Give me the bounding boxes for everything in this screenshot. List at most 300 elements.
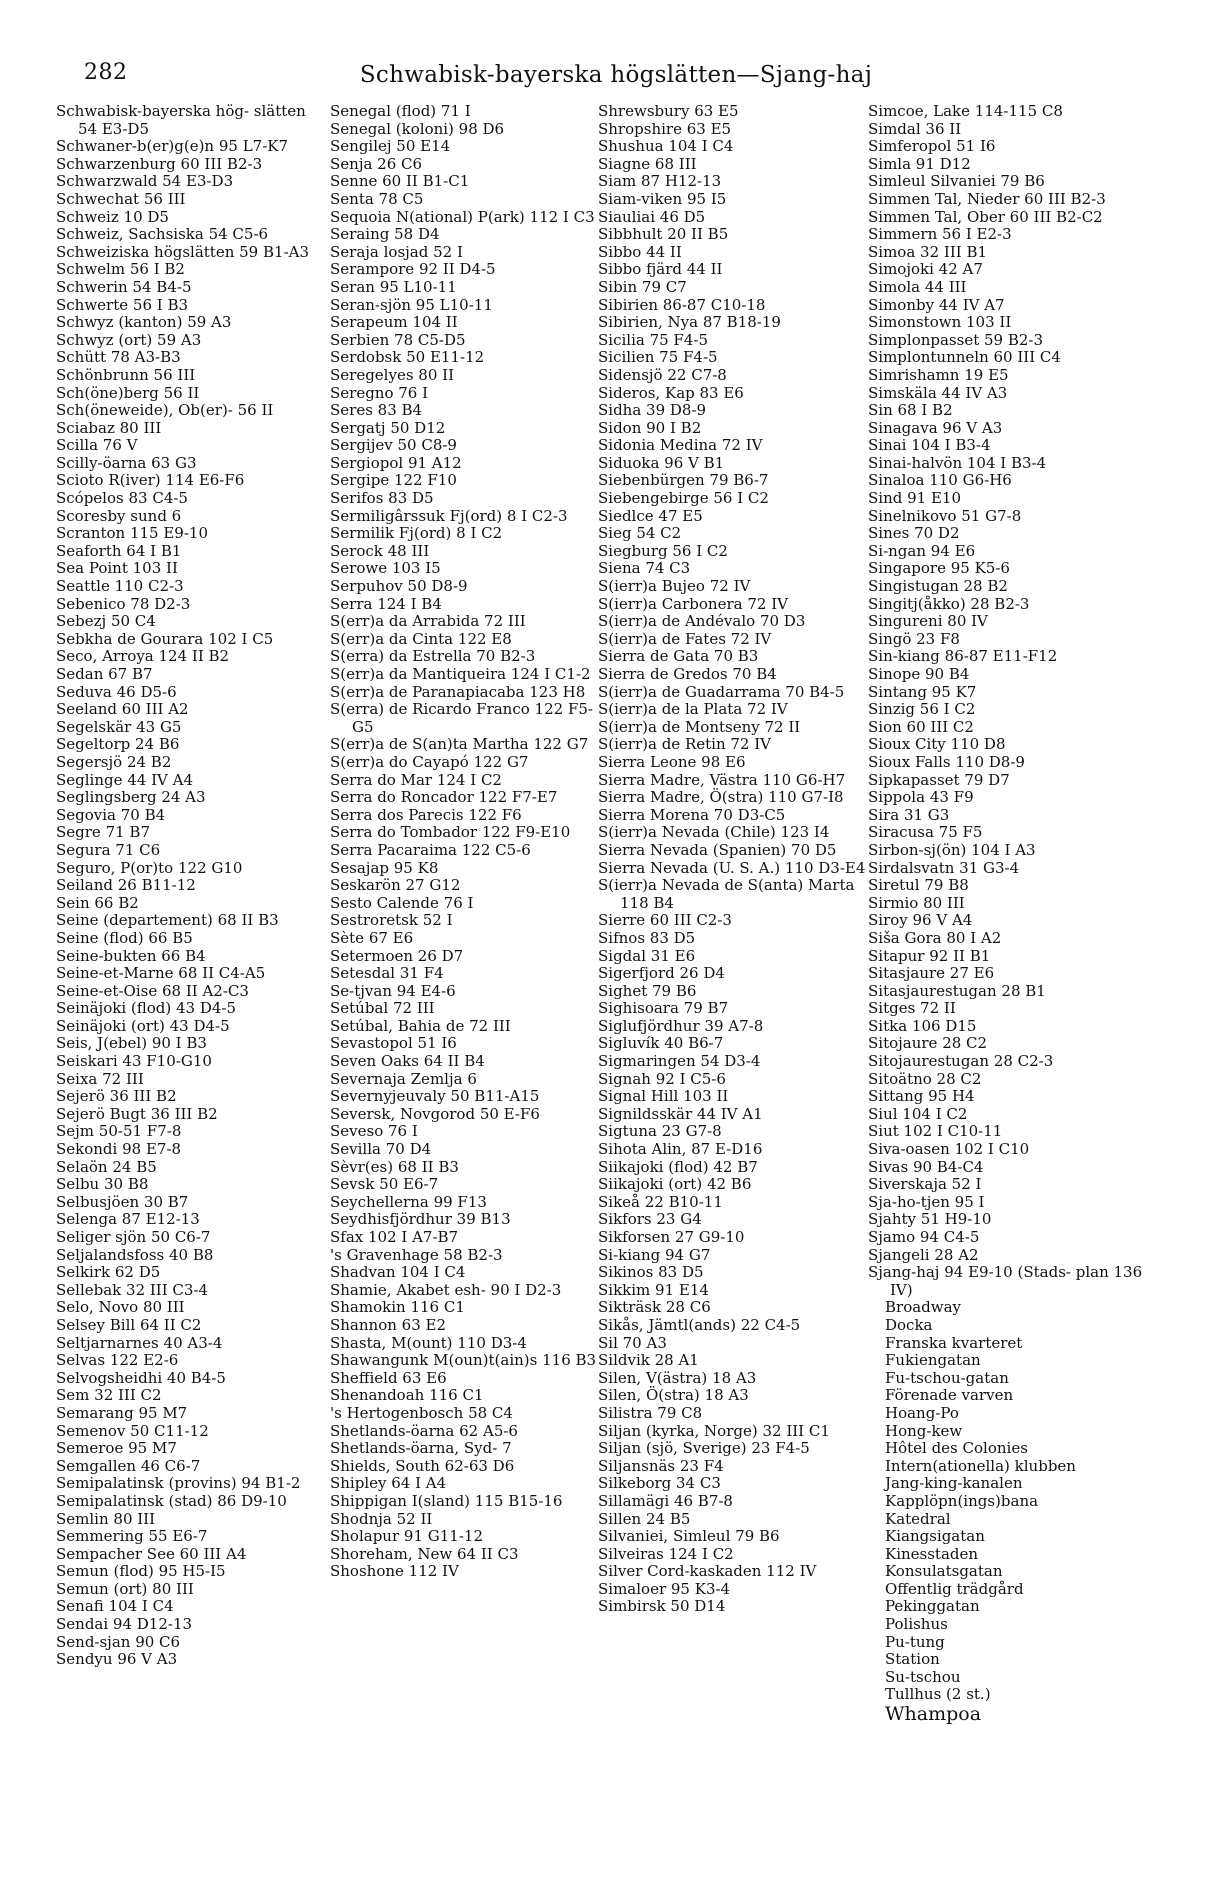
index-entry: Serra do Mar 124 I C2	[330, 770, 502, 789]
index-entry: Sch(öneweide), Ob(er)- 56 II	[56, 401, 274, 420]
index-entry: Sillamägi 46 B7-8	[598, 1491, 733, 1510]
index-entry: Sem 32 III C2	[56, 1386, 162, 1405]
index-entry: Sitasjaurestugan 28 B1	[868, 981, 1046, 1000]
index-entry: Sendai 94 D12-13	[56, 1615, 193, 1634]
index-entry: S(err)a da Arrabida 72 III	[330, 612, 526, 631]
index-subentry: Broadway	[885, 1298, 962, 1317]
index-entry: Seregno 76 I	[330, 383, 429, 402]
index-entry: Selbu 30 B8	[56, 1175, 149, 1194]
index-entry: Sejerö 36 III B2	[56, 1087, 177, 1106]
index-entry: Siva-oasen 102 I C10	[868, 1140, 1030, 1159]
index-subentry: Katedral	[885, 1509, 951, 1528]
index-entry: Semlin 80 III	[56, 1509, 156, 1528]
index-entry: Senne 60 II B1-C1	[330, 172, 470, 191]
index-entry: Serra dos Parecis 122 F6	[330, 805, 522, 824]
index-entry: Serra 124 I B4	[330, 594, 442, 613]
index-entry: Sioux City 110 D8	[868, 735, 1006, 754]
index-entry: Siracusa 75 F5	[868, 823, 983, 842]
index-entry: Simplontunneln 60 III C4	[868, 348, 1061, 367]
index-entry: Schwarzwald 54 E3-D3	[56, 172, 234, 191]
index-entry: Shannon 63 E2	[330, 1315, 447, 1334]
index-entry: Schütt 78 A3-B3	[56, 348, 181, 367]
index-entry: Sebezj 50 C4	[56, 612, 156, 631]
index-entry: Sirbon-sj(ön) 104 I A3	[868, 840, 1036, 859]
index-entry: Serifos 83 D5	[330, 489, 434, 508]
index-entry: Sikås, Jämtl(ands) 22 C4-5	[598, 1315, 801, 1334]
index-entry: Siam-viken 95 I5	[598, 189, 727, 208]
index-entry: Sjangeli 28 A2	[868, 1245, 979, 1264]
index-entry: Sitoätno 28 C2	[868, 1069, 982, 1088]
index-entry: Sikträsk 28 C6	[598, 1298, 711, 1317]
index-entry: Sidha 39 D8-9	[598, 401, 707, 420]
index-entry: Simaloer 95 K3-4	[598, 1579, 731, 1598]
index-entry: Sergiopol 91 A12	[330, 453, 462, 472]
index-entry: Sempacher See 60 III A4	[56, 1544, 247, 1563]
index-entry: S(erra) de Ricardo Franco 122 F5-G5	[330, 700, 593, 736]
index-entry: Sierra de Gredos 70 B4	[598, 665, 777, 683]
running-title: Schwabisk-bayerska högslätten—Sjang-haj	[359, 62, 873, 88]
index-entry: Sinelnikovo 51 G7-8	[868, 506, 1022, 525]
index-entry: Severnyjeuvaly 50 B11-A15	[330, 1087, 540, 1106]
index-entry: Siikajoki (ort) 42 B6	[598, 1175, 752, 1194]
index-subentry: Polishus	[885, 1615, 948, 1634]
index-entry: Seychellerna 99 F13	[330, 1192, 487, 1211]
index-entry: Shushua 104 I C4	[598, 137, 734, 156]
index-entry: Segeltorp 24 B6	[56, 735, 180, 754]
index-entry: Serpuhov 50 D8-9	[330, 577, 468, 596]
index-entry: Semgallen 46 C6-7	[56, 1456, 201, 1475]
index-entry: Semeroe 95 M7	[56, 1439, 177, 1458]
index-entry: Sihota Alin, 87 E-D16	[598, 1140, 763, 1159]
index-subentry: Kapplöpn(ings)bana	[885, 1491, 1039, 1510]
index-column-1	[56, 103, 326, 1669]
index-entry: Sitojaure 28 C2	[868, 1034, 988, 1053]
index-entry: Siljan (sjö, Sverige) 23 F4-5	[598, 1439, 810, 1458]
index-entry: Sermilik Fj(ord) 8 I C2	[330, 524, 503, 543]
index-subentry: Förenade varven	[885, 1386, 1014, 1405]
index-entry: Simmern 56 I E2-3	[868, 225, 1012, 244]
index-entry: Sestroretsk 52 I	[330, 911, 453, 930]
index-entry: Silkeborg 34 C3	[598, 1474, 721, 1493]
index-entry: Seran 95 L10-11	[330, 277, 457, 296]
index-entry: Seguro, P(or)to 122 G10	[56, 858, 243, 877]
index-entry: Sittang 95 H4	[868, 1087, 975, 1106]
index-entry: Sibbo fjärd 44 II	[598, 260, 723, 279]
index-entry: Selo, Novo 80 III	[56, 1298, 185, 1317]
index-entry: S(err)a de Paranapiacaba 123 H8	[330, 682, 586, 701]
index-entry: Silistra 79 C8	[598, 1403, 703, 1422]
index-entry: Simleul Silvaniei 79 B6	[868, 172, 1045, 191]
index-entry: Sierra Madre, Västra 110 G6-H7	[598, 770, 846, 789]
index-entry: Serra do Tombador 122 F9-E10	[330, 823, 571, 842]
index-entry: Sidensjö 22 C7-8	[598, 365, 727, 384]
index-entry: Sicilien 75 F4-5	[598, 348, 718, 367]
index-entry: Sivas 90 B4-C4	[868, 1157, 984, 1176]
index-entry: Silen, Ö(stra) 18 A3	[598, 1386, 749, 1405]
index-entry: Seinäjoki (ort) 43 D4-5	[56, 1016, 230, 1035]
index-entry: Sch(öne)berg 56 II	[56, 383, 200, 402]
index-entry: Silveiras 124 I C2	[598, 1544, 734, 1563]
index-subentry: Su-tschou	[885, 1667, 961, 1686]
index-entry: Sillen 24 B5	[598, 1509, 691, 1528]
index-entry: Sinai 104 I B3-4	[868, 436, 991, 455]
index-entry: Schwabisk-bayerska hög- slätten 54 E3-D5	[56, 102, 306, 138]
index-entry: Setesdal 31 F4	[330, 964, 444, 983]
index-entry: Serdobsk 50 E11-12	[330, 348, 485, 367]
index-entry: Sin-kiang 86-87 E11-F12	[868, 647, 1058, 666]
index-entry: Selenga 87 E12-13	[56, 1210, 200, 1229]
index-entry: Simbirsk 50 D14	[598, 1597, 726, 1616]
index-entry: Seiland 26 B11-12	[56, 876, 196, 895]
index-entry: Sirdalsvatn 31 G3-4	[868, 858, 1020, 877]
index-entry: S(ierr)a de Fates 72 IV	[598, 629, 772, 648]
index-entry: Sifnos 83 D5	[598, 928, 696, 947]
index-entry: Serock 48 III	[330, 541, 430, 560]
index-entry: Shenandoah 116 C1	[330, 1386, 484, 1405]
index-entry: Sibirien, Nya 87 B18-19	[598, 313, 781, 332]
index-subentry: Docka	[885, 1315, 933, 1334]
index-entry: Sierra Madre, Ö(stra) 110 G7-I8	[598, 788, 844, 807]
index-entry: Sierra Nevada (U. S. A.) 110 D3-E4	[598, 858, 866, 877]
index-entry: Sippola 43 F9	[868, 788, 974, 807]
index-entry: Seran-sjön 95 L10-11	[330, 295, 493, 314]
index-entry: Sipkapasset 79 D7	[868, 770, 1010, 789]
index-entry: Signildsskär 44 IV A1	[598, 1104, 763, 1123]
index-subentry: Jang-king-kanalen	[885, 1474, 1023, 1493]
index-entry: S(ierr)a Bujeo 72 IV	[598, 577, 751, 596]
index-entry: Serampore 92 II D4-5	[330, 260, 496, 279]
index-entry: Sja-ho-tjen 95 I	[868, 1192, 985, 1211]
index-entry: Segersjö 24 B2	[56, 752, 172, 771]
index-entry: Sibbo 44 II	[598, 242, 682, 261]
index-entry: Sideros, Kap 83 E6	[598, 383, 744, 402]
index-entry: Siagne 68 III	[598, 154, 697, 173]
index-entry: Simoa 32 III B1	[868, 242, 988, 261]
index-entry: Schönbrunn 56 III	[56, 365, 196, 384]
index-entry: Siverskaja 52 I	[868, 1175, 982, 1194]
index-entry: Simrishamn 19 E5	[868, 365, 1009, 384]
index-entry: Segura 71 C6	[56, 840, 161, 859]
index-entry: Seduva 46 D5-6	[56, 682, 177, 701]
index-entry: Sesto Calende 76 I	[330, 893, 474, 912]
index-subentry: Fu-tschou-gatan	[885, 1368, 1009, 1387]
index-entry: Sinzig 56 I C2	[868, 700, 976, 719]
index-entry: Shrewsbury 63 E5	[598, 102, 739, 120]
index-entry: Seraing 58 D4	[330, 225, 440, 244]
index-entry: Sigtuna 23 G7-8	[598, 1122, 722, 1141]
index-entry: Segelskär 43 G5	[56, 717, 182, 736]
index-entry: Sikfors 23 G4	[598, 1210, 702, 1229]
index-entry: Severnaja Zemlja 6	[330, 1069, 477, 1088]
index-entry: Sète 67 E6	[330, 928, 414, 947]
index-entry: Siebenbürgen 79 B6-7	[598, 471, 769, 490]
index-entry: Sekondi 98 E7-8	[56, 1140, 182, 1159]
index-entry: Simmen Tal, Nieder 60 III B2-3	[868, 189, 1106, 208]
index-entry: Seaforth 64 I B1	[56, 541, 182, 560]
index-entry: Siroy 96 V A4	[868, 911, 973, 930]
index-entry: Siut 102 I C10-11	[868, 1122, 1003, 1141]
index-entry: Shetlands-öarna 62 A5-6	[330, 1421, 518, 1440]
index-subentry: Station	[885, 1650, 940, 1669]
index-entry: Shoreham, New 64 II C3	[330, 1544, 519, 1563]
index-entry: Semun (flod) 95 H5-I5	[56, 1562, 226, 1581]
index-entry: Seven Oaks 64 II B4	[330, 1052, 485, 1071]
index-entry: Serowe 103 I5	[330, 559, 441, 578]
index-entry: Sfax 102 I A7-B7	[330, 1228, 459, 1246]
page-number: 282	[84, 60, 128, 85]
index-entry: Sitasjaure 27 E6	[868, 964, 995, 983]
index-entry: Seveso 76 I	[330, 1122, 418, 1141]
index-entry: Sinai-halvön 104 I B3-4	[868, 453, 1047, 472]
index-entry: Siam 87 H12-13	[598, 172, 722, 191]
index-entry: Sinagava 96 V A3	[868, 418, 1003, 437]
index-entry: S(ierr)a Nevada de S(anta) Marta 118 B4	[598, 876, 855, 912]
index-entry: Simojoki 42 A7	[868, 260, 983, 279]
index-entry: Seliger sjön 50 C6-7	[56, 1228, 211, 1246]
index-entry: Seine-et-Marne 68 II C4-A5	[56, 964, 266, 983]
index-entry: Shodnja 52 II	[330, 1509, 433, 1528]
index-entry: Siedlce 47 E5	[598, 506, 703, 525]
index-entry: Schwaner-b(er)g(e)n 95 L7-K7	[56, 137, 289, 156]
index-entry: Segovia 70 B4	[56, 805, 166, 824]
index-subentry: Konsulatsgatan	[885, 1562, 1003, 1581]
index-entry: Sitojaurestugan 28 C2-3	[868, 1052, 1054, 1071]
index-entry: Sejerö Bugt 36 III B2	[56, 1104, 218, 1123]
index-entry: Sigerfjord 26 D4	[598, 964, 725, 983]
index-entry: Scoresby sund 6	[56, 506, 182, 525]
index-entry: Sin 68 I B2	[868, 401, 953, 420]
index-entry: Siša Gora 80 I A2	[868, 928, 1002, 947]
index-entry: Sellebak 32 III C3-4	[56, 1280, 209, 1299]
index-entry: Sierra Leone 98 E6	[598, 752, 746, 771]
index-entry: S(ierr)a Carbonera 72 IV	[598, 594, 788, 613]
index-entry: Signal Hill 103 II	[598, 1087, 729, 1106]
index-entry: S(ierr)a de Retin 72 IV	[598, 735, 771, 754]
index-entry: Schwelm 56 I B2	[56, 260, 185, 279]
index-entry: Simmen Tal, Ober 60 III B2-C2	[868, 207, 1103, 226]
index-entry: Sind 91 E10	[868, 489, 961, 508]
index-entry: Seco, Arroya 124 II B2	[56, 647, 230, 666]
index-entry: Seixa 72 III	[56, 1069, 144, 1088]
index-entry: Shawangunk M(oun)t(ain)s 116 B3	[330, 1351, 597, 1370]
index-entry: Sedan 67 B7	[56, 665, 153, 683]
index-entry: Seeland 60 III A2	[56, 700, 189, 719]
index-entry: Siduoka 96 V B1	[598, 453, 725, 472]
index-entry: Seglinge 44 IV A4	[56, 770, 194, 789]
index-entry: S(err)a da Mantiqueira 124 I C1-2	[330, 665, 591, 683]
index-entry: Shields, South 62-63 D6	[330, 1456, 515, 1475]
index-entry: Senta 78 C5	[330, 189, 424, 208]
index-entry: Sidonia Medina 72 IV	[598, 436, 763, 455]
index-entry: Sidon 90 I B2	[598, 418, 702, 437]
index-entry: Serra Pacaraima 122 C5-6	[330, 840, 531, 859]
index-entry: Seattle 110 C2-3	[56, 577, 184, 596]
index-entry: Semmering 55 E6-7	[56, 1527, 208, 1546]
index-entry: Seskarön 27 G12	[330, 876, 461, 895]
index-entry: Shadvan 104 I C4	[330, 1263, 466, 1282]
index-entry: Silen, V(ästra) 18 A3	[598, 1368, 757, 1387]
index-entry: Shamie, Akabet esh- 90 I D2-3	[330, 1280, 562, 1299]
index-entry: Seljalandsfoss 40 B8	[56, 1245, 214, 1264]
index-entry: Scilla 76 V	[56, 436, 138, 455]
index-entry: Singitj(åkko) 28 B2-3	[868, 594, 1030, 613]
index-entry: Selkirk 62 D5	[56, 1263, 161, 1282]
index-entry: Singö 23 F8	[868, 629, 960, 648]
index-entry: Simferopol 51 I6	[868, 137, 996, 156]
index-entry: Setúbal, Bahia de 72 III	[330, 1016, 511, 1035]
index-entry: Silvaniei, Simleul 79 B6	[598, 1527, 780, 1546]
index-entry: Sergatj 50 D12	[330, 418, 446, 437]
index-entry: Seine-bukten 66 B4	[56, 946, 206, 965]
index-entry: Sinope 90 B4	[868, 665, 970, 683]
index-entry: Sieg 54 C2	[598, 524, 682, 543]
index-entry: Sierra de Gata 70 B3	[598, 647, 759, 666]
index-entry: Shoshone 112 IV	[330, 1562, 459, 1581]
index-entry: S(erra) da Estrella 70 B2-3	[330, 647, 536, 666]
index-entry: Seydhisfjördhur 39 B13	[330, 1210, 511, 1229]
index-column-3	[598, 103, 870, 1616]
index-entry: Segre 71 B7	[56, 823, 150, 842]
index-entry: Siegburg 56 I C2	[598, 541, 728, 560]
index-entry: Si-kiang 94 G7	[598, 1245, 711, 1264]
index-entry: Schweiz 10 D5	[56, 207, 169, 226]
index-entry: Siikajoki (flod) 42 B7	[598, 1157, 758, 1176]
index-entry: Siul 104 I C2	[868, 1104, 968, 1123]
index-entry: Seine (departement) 68 II B3	[56, 911, 279, 930]
index-entry: Simonby 44 IV A7	[868, 295, 1005, 314]
index-entry: Shetlands-öarna, Syd- 7	[330, 1439, 512, 1458]
index-entry: Serra do Roncador 122 F7-E7	[330, 788, 558, 807]
index-entry: Simonstown 103 II	[868, 313, 1012, 332]
index-columns	[0, 103, 1232, 1883]
index-entry: Semenov 50 C11-12	[56, 1421, 209, 1440]
index-entry: Siauliai 46 D5	[598, 207, 706, 226]
index-entry: Simola 44 III	[868, 277, 967, 296]
index-entry: Seine (flod) 66 B5	[56, 928, 193, 947]
index-entry: Seglingsberg 24 A3	[56, 788, 206, 807]
index-entry: Sengilej 50 E14	[330, 137, 451, 156]
index-entry: Schwerin 54 B4-5	[56, 277, 192, 296]
index-subentry: Franska kvarteret	[885, 1333, 1023, 1352]
index-entry: Sitges 72 II	[868, 999, 956, 1018]
index-entry: Sigmaringen 54 D3-4	[598, 1052, 761, 1071]
index-entry: Sciabaz 80 III	[56, 418, 162, 437]
index-entry: Senja 26 C6	[330, 154, 423, 173]
index-entry: Seis, J(ebel) 90 I B3	[56, 1034, 207, 1053]
index-entry: Sitapur 92 II B1	[868, 946, 991, 965]
index-entry: Sevsk 50 E6-7	[330, 1175, 439, 1194]
index-entry: Serapeum 104 II	[330, 313, 458, 332]
index-subentry: Tullhus (2 st.)	[885, 1685, 991, 1704]
index-entry: Senegal (koloni) 98 D6	[330, 119, 505, 138]
index-entry: Si-ngan 94 E6	[868, 541, 976, 560]
index-entry: Sejm 50-51 F7-8	[56, 1122, 182, 1141]
index-entry: Scópelos 83 C4-5	[56, 489, 188, 508]
index-entry: Seres 83 B4	[330, 401, 423, 420]
index-entry: Sines 70 D2	[868, 524, 960, 543]
index-entry: Simla 91 D12	[868, 154, 971, 173]
index-subentry: Hong-kew	[885, 1421, 963, 1440]
index-entry: Schwyz (kanton) 59 A3	[56, 313, 232, 332]
index-entry: Sergijev 50 C8-9	[330, 436, 457, 455]
index-entry: S(ierr)a de Guadarrama 70 B4-5	[598, 682, 845, 701]
index-entry: Sitka 106 D15	[868, 1016, 977, 1035]
index-entry: Sighet 79 B6	[598, 981, 697, 1000]
index-entry: Seinäjoki (flod) 43 D4-5	[56, 999, 237, 1018]
index-entry: Seine-et-Oise 68 II A2-C3	[56, 981, 249, 1000]
index-entry: S(err)a da Cinta 122 E8	[330, 629, 512, 648]
index-entry: Singistugan 28 B2	[868, 577, 1008, 596]
index-entry: Siglufjördhur 39 A7-8	[598, 1016, 764, 1035]
index-entry: Senafi 104 I C4	[56, 1597, 174, 1616]
index-entry: Sikeå 22 B10-11	[598, 1192, 723, 1211]
index-entry: Selvas 122 E2-6	[56, 1351, 179, 1370]
index-entry: Sein 66 B2	[56, 893, 139, 912]
index-entry: Sinaloa 110 G6-H6	[868, 471, 1012, 490]
index-entry: Serbien 78 C5-D5	[330, 330, 466, 349]
index-entry: Sikforsen 27 G9-10	[598, 1228, 745, 1246]
index-entry: Singureni 80 IV	[868, 612, 988, 631]
index-entry: Sierra Nevada (Spanien) 70 D5	[598, 840, 837, 859]
index-entry: Setúbal 72 III	[330, 999, 435, 1018]
index-entry: Sibirien 86-87 C10-18	[598, 295, 766, 314]
index-entry: Sjamo 94 C4-5	[868, 1228, 980, 1246]
index-entry: Shropshire 63 E5	[598, 119, 732, 138]
index-entry: S(err)a de S(an)ta Martha 122 G7	[330, 735, 589, 754]
index-subentry: Kiangsigatan	[885, 1527, 985, 1546]
index-entry: Simdal 36 II	[868, 119, 962, 138]
index-subentry: Whampoa	[885, 1703, 982, 1726]
index-entry: Shippigan I(sland) 115 B15-16	[330, 1491, 563, 1510]
index-entry: Sèvr(es) 68 II B3	[330, 1157, 459, 1176]
index-entry: Seltjarnarnes 40 A3-4	[56, 1333, 223, 1352]
index-entry: Sjang-haj 94 E9-10 (Stads- plan 136 IV)	[868, 1263, 1143, 1299]
index-entry: Singapore 95 K5-6	[868, 559, 1010, 578]
index-entry: Scranton 115 E9-10	[56, 524, 208, 543]
index-subentry: Offentlig trädgård	[885, 1579, 1024, 1598]
index-entry: Sikinos 83 D5	[598, 1263, 704, 1282]
index-entry: Sigdal 31 E6	[598, 946, 696, 965]
index-entry: Shamokin 116 C1	[330, 1298, 465, 1317]
index-entry: Sirmio 80 III	[868, 893, 965, 912]
index-entry: Sequoia N(ational) P(ark) 112 I C3	[330, 207, 595, 226]
index-entry: Selsey Bill 64 II C2	[56, 1315, 202, 1334]
index-entry: Sergipe 122 F10	[330, 471, 457, 490]
index-entry: Sheffield 63 E6	[330, 1368, 447, 1387]
index-entry: Senegal (flod) 71 I	[330, 102, 471, 120]
index-column-4	[868, 103, 1168, 1725]
index-entry: Schweiz, Sachsiska 54 C5-6	[56, 225, 269, 244]
index-entry: Sibin 79 C7	[598, 277, 687, 296]
index-entry: Sholapur 91 G11-12	[330, 1527, 483, 1546]
index-entry: Sicilia 75 F4-5	[598, 330, 708, 349]
index-entry: Scioto R(iver) 114 E6-F6	[56, 471, 245, 490]
index-entry: Selaön 24 B5	[56, 1157, 157, 1176]
index-entry: Seiskari 43 F10-G10	[56, 1052, 212, 1071]
index-entry: Setermoen 26 D7	[330, 946, 464, 965]
index-entry: Schwarzenburg 60 III B2-3	[56, 154, 263, 173]
index-entry: Sierre 60 III C2-3	[598, 911, 732, 930]
index-entry: Scilly-öarna 63 G3	[56, 453, 197, 472]
index-entry: Sesajap 95 K8	[330, 858, 439, 877]
index-entry: Sibbhult 20 II B5	[598, 225, 729, 244]
index-entry: Sermiligârssuk Fj(ord) 8 I C2-3	[330, 506, 568, 525]
index-entry: Sighisoara 79 B7	[598, 999, 729, 1018]
index-entry: Se-tjvan 94 E4-6	[330, 981, 456, 1000]
index-entry: Sigluvík 40 B6-7	[598, 1034, 724, 1053]
index-entry: Shipley 64 I A4	[330, 1474, 447, 1493]
index-entry: Sildvik 28 A1	[598, 1351, 699, 1370]
